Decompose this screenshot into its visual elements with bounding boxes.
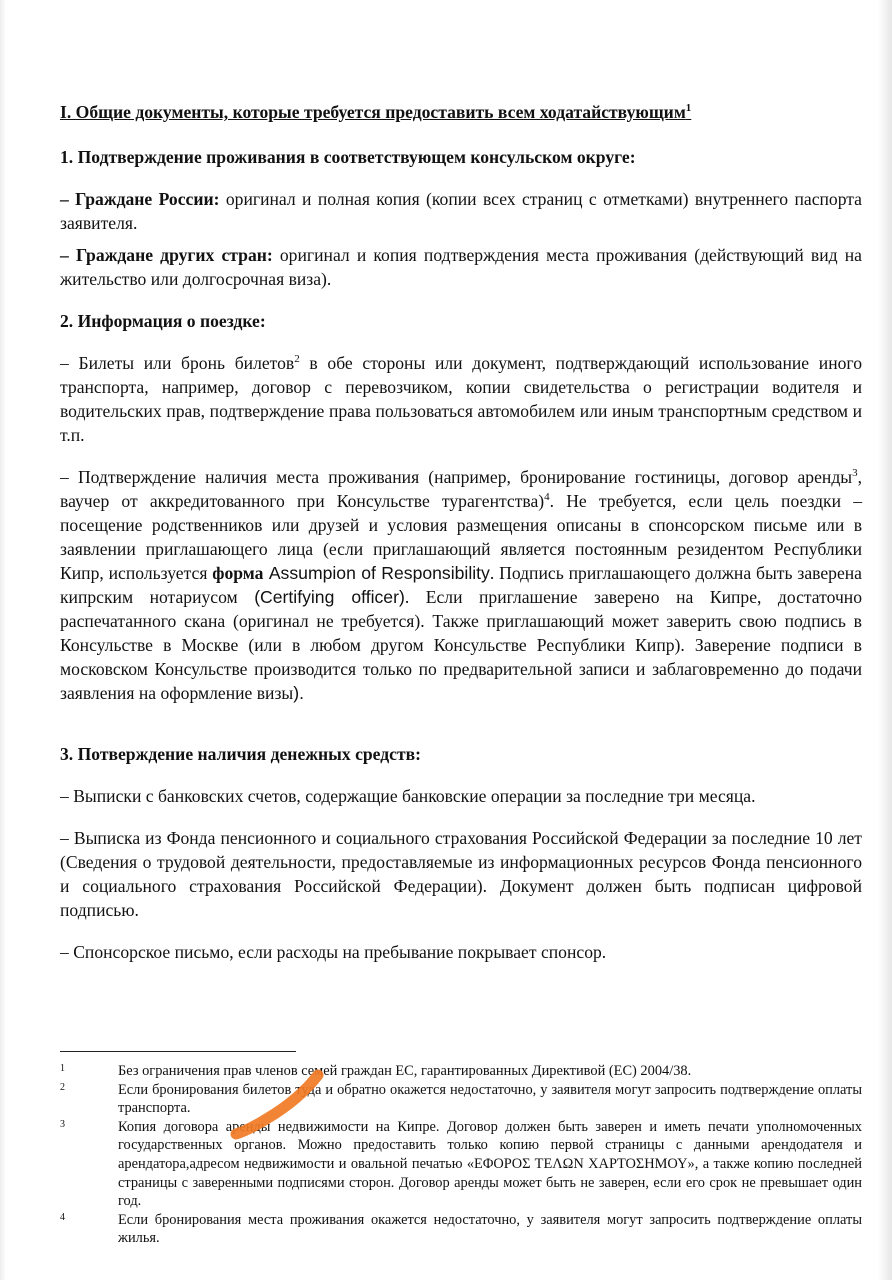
- other-countries-text: оригинал и копия подтверждения места проживания (действующий вид на жительство или долгосрочная виза).: [60, 245, 862, 289]
- main-heading-text: I. Общие документы, которые требуется предоставить всем ходатайствующим: [60, 102, 686, 122]
- accommodation-text-a: – Подтверждение наличия места проживания (например, бронирование гостиницы, договор аренды: [60, 467, 853, 487]
- section-2-tickets-paragraph: [60, 351, 862, 447]
- accommodation-text-end: ).: [293, 683, 304, 703]
- russia-label: – Граждане России:: [60, 189, 220, 209]
- section-3-pension-paragraph: – Выписка из Фонда пенсионного и социального страхования Российской Федерации за последние 10 лет (Сведения о трудовой деятельности, предоставляемые из информационных ресурсов Фонда пенсионного и социального страхования Российской Федерации). Документ должен быть подписан цифровой подписью.: [60, 828, 862, 920]
- accommodation-text-b: , ваучер от аккредитованного при Консульстве турагентства): [60, 467, 862, 511]
- main-heading: [60, 100, 862, 124]
- footnote-ref-2[interactable]: 2: [294, 353, 300, 366]
- section-1-other-paragraph: [60, 243, 862, 291]
- footnote-number: 3: [60, 1118, 65, 1130]
- footnote-text: Копия договора аренды недвижимости на Кипре. Договор должен быть заверен и иметь печати уполномоченных государственных органов. Можно предоставить только копию первой страницы с данными арендодателя и арендатора,адресом недвижимости и овальной печатью «ΕΦΟΡΟΣ ΤΕΛΩΝ ΧΑΡΤΟΣΗΜΟΥ», а также копию последней страницы с заверенными подписями сторон. Договор аренды может быть не заверен, если его срок не превышает один год.: [118, 1118, 862, 1210]
- footnote-text: Если бронирования места проживания окажется недостаточно, у заявителя могут запросить подтверждение оплаты жилья.: [118, 1211, 862, 1247]
- footnote-1: [60, 1062, 862, 1081]
- footnote-number: 1: [60, 1063, 65, 1074]
- form-name-english: Assumpion of Responsibility: [263, 563, 490, 583]
- page-shadow-right: [878, 0, 892, 1280]
- footnote-number: 4: [60, 1211, 65, 1223]
- footnote-separator: [60, 1051, 296, 1052]
- tickets-text-a: – Билеты или бронь билетов: [60, 353, 295, 373]
- section-1-title: 1. Подтверждение проживания в соответствующем консульском округе:: [60, 147, 636, 167]
- section-1-russia-paragraph: [60, 187, 862, 235]
- section-2-title: 2. Информация о поездке:: [60, 311, 266, 331]
- certifying-officer-text: (Certifying officer): [254, 587, 405, 607]
- document-body: [60, 100, 862, 980]
- footnote-ref-4[interactable]: 4: [544, 491, 550, 504]
- page-shadow-left: [0, 0, 6, 1280]
- section-3-bank-paragraph: – Выписки с банковских счетов, содержащие банковские операции за последние три месяца.: [60, 786, 756, 806]
- russia-text: оригинал и полная копия (копии всех страниц с отметками) внутреннего паспорта заявителя.: [60, 189, 862, 233]
- form-label: форма: [212, 563, 264, 583]
- accommodation-text-d: . Подпись приглашающего должна быть заверена кипрским нотариусом: [60, 563, 862, 607]
- footnote-ref-1[interactable]: 1: [685, 102, 692, 115]
- section-3-sponsor-paragraph: – Спонсорское письмо, если расходы на пребывание покрывает спонсор.: [60, 942, 607, 962]
- tickets-text-b: в обе стороны или документ, подтверждающий использование иного транспорта, например, договор с перевозчиком, копии свидетельства о регистрации водителя и водительских прав, подтверждение права пользоваться автомобилем или иным транспортным средством и т.п.: [60, 353, 862, 445]
- footnote-4: [60, 1211, 862, 1248]
- footnote-text: Если бронирования билетов туда и обратно окажется недостаточно, у заявителя могут запросить подтверждение оплаты транспорта.: [118, 1081, 862, 1117]
- footnote-text: Без ограничения прав членов семей граждан ЕС, гарантированных Директивой (ЕС) 2004/38.: [118, 1063, 692, 1079]
- other-countries-label: – Граждане других стран:: [60, 245, 273, 265]
- accommodation-text-e: . Если приглашение заверено на Кипре, достаточно распечатанного скана (оригинал не требуется). Также приглашающий может заверить свою подпись в Консульстве в Москве (или в любом другом Консульстве Республики Кипр). Заверение подписи в московском Консульстве производится только по предварительной записи и заблаговременно до подачи заявления на оформление визы: [60, 587, 863, 703]
- section-2-accommodation-paragraph: [60, 465, 862, 705]
- footnote-2: [60, 1081, 862, 1118]
- footnote-number: 2: [60, 1081, 65, 1093]
- footnote-3: [60, 1118, 862, 1211]
- section-3-title: 3. Потверждение наличия денежных средств:: [60, 744, 421, 764]
- footnotes: [60, 1051, 862, 1248]
- accommodation-text-c: . Не требуется, если цель поездки – посещение родственников или друзей и условия размещения описаны в спонсорском письме или в заявлении приглашающего лица (если приглашающий является постоянным резидентом Республики Кипр, используется: [60, 491, 862, 583]
- footnote-ref-3[interactable]: 3: [852, 467, 858, 480]
